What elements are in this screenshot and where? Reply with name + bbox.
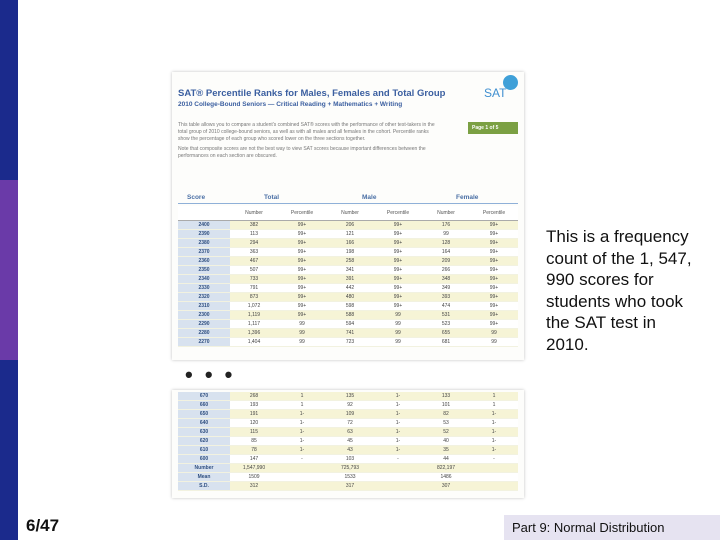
- document-subtitle: 2010 College-Bound Seniors — Critical Reading + Mathematics + Writing: [178, 101, 403, 108]
- table-cell: 45: [326, 437, 374, 446]
- table-cell: 135: [326, 392, 374, 401]
- table-row: [178, 302, 518, 311]
- table-cell: 121: [326, 230, 374, 239]
- page-badge: Page 1 of 5: [468, 122, 518, 134]
- table-cell: 35: [422, 446, 470, 455]
- table-cell: 99+: [470, 230, 518, 239]
- table-row: [178, 257, 518, 266]
- summary-rows-body: [178, 464, 518, 491]
- table-cell: 1,404: [230, 338, 278, 347]
- table-cell: 1,547,990: [230, 464, 278, 473]
- table-cell: 99+: [374, 302, 422, 311]
- table-cell: 1-: [278, 419, 326, 428]
- table-cell: 99+: [470, 257, 518, 266]
- table-cell: [278, 464, 326, 473]
- table-cell: 1: [278, 401, 326, 410]
- column-header: Number: [422, 206, 470, 221]
- ellipsis: • • •: [185, 362, 236, 387]
- table-cell: 99+: [470, 311, 518, 320]
- table-cell: 1,396: [230, 329, 278, 338]
- table-cell: 382: [230, 221, 278, 230]
- table-cell: 99+: [278, 266, 326, 275]
- percentile-table-bottom: [178, 392, 518, 491]
- table-cell: 63: [326, 428, 374, 437]
- table-cell: 99+: [278, 284, 326, 293]
- table-cell: 1-: [278, 428, 326, 437]
- table-cell: 741: [326, 329, 374, 338]
- table-cell: [374, 473, 422, 482]
- table-cell: 193: [230, 401, 278, 410]
- sidebar-band-top: [0, 0, 18, 180]
- table-cell: 1-: [374, 446, 422, 455]
- table-cell: 99: [470, 329, 518, 338]
- table-cell: 598: [326, 302, 374, 311]
- column-header: Number: [230, 206, 278, 221]
- score-cell: 2300: [178, 311, 230, 320]
- table-cell: 723: [326, 338, 374, 347]
- score-cell: 2270: [178, 338, 230, 347]
- table-cell: 99+: [470, 221, 518, 230]
- table-cell: 113: [230, 230, 278, 239]
- table-cell: 99+: [470, 239, 518, 248]
- table-cell: 53: [422, 419, 470, 428]
- table-cell: 99+: [278, 248, 326, 257]
- table-cell: 363: [230, 248, 278, 257]
- table-cell: 92: [326, 401, 374, 410]
- table-cell: 1,117: [230, 320, 278, 329]
- table-row: [178, 266, 518, 275]
- table-cell: 99+: [374, 284, 422, 293]
- score-cell: 2370: [178, 248, 230, 257]
- table-cell: 1-: [374, 437, 422, 446]
- score-cell: 620: [178, 437, 230, 446]
- table-cell: 101: [422, 401, 470, 410]
- table-cell: 341: [326, 266, 374, 275]
- table-cell: 99+: [470, 320, 518, 329]
- score-cell: 2390: [178, 230, 230, 239]
- score-cell: 2350: [178, 266, 230, 275]
- table-cell: 99+: [374, 257, 422, 266]
- table-row: [178, 338, 518, 347]
- table-cell: 531: [422, 311, 470, 320]
- table-cell: 307: [422, 482, 470, 491]
- table-row: [178, 473, 518, 482]
- table-cell: 1-: [374, 401, 422, 410]
- table-cell: [470, 464, 518, 473]
- table-cell: 99+: [278, 275, 326, 284]
- sat-logo: SAT: [484, 86, 507, 100]
- table-row: [178, 446, 518, 455]
- table-cell: 655: [422, 329, 470, 338]
- score-cell: 2280: [178, 329, 230, 338]
- table-cell: 99: [278, 338, 326, 347]
- group-label-total: Total: [264, 194, 280, 201]
- table-cell: 198: [326, 248, 374, 257]
- table-row: [178, 275, 518, 284]
- table-cell: 191: [230, 410, 278, 419]
- score-cell: 630: [178, 428, 230, 437]
- table-cell: 99: [374, 320, 422, 329]
- table-cell: 43: [326, 446, 374, 455]
- table-cell: 176: [422, 221, 470, 230]
- table-cell: 725,793: [326, 464, 374, 473]
- table-cell: 99+: [374, 275, 422, 284]
- table-cell: 99+: [374, 230, 422, 239]
- table-cell: 164: [422, 248, 470, 257]
- table-row: [178, 293, 518, 302]
- table-cell: 52: [422, 428, 470, 437]
- table-cell: 733: [230, 275, 278, 284]
- table-cell: -: [470, 455, 518, 464]
- table-cell: 72: [326, 419, 374, 428]
- table-cell: 393: [422, 293, 470, 302]
- score-cell: 2400: [178, 221, 230, 230]
- table-row: [178, 428, 518, 437]
- table-cell: 1-: [374, 419, 422, 428]
- table-row: [178, 437, 518, 446]
- score-cell: 2290: [178, 320, 230, 329]
- table-cell: 209: [422, 257, 470, 266]
- table-row: [178, 284, 518, 293]
- sat-table-top-excerpt: [172, 72, 524, 360]
- table-cell: 1-: [374, 392, 422, 401]
- table-cell: 1-: [470, 419, 518, 428]
- table-cell: 1-: [470, 437, 518, 446]
- score-cell: 2340: [178, 275, 230, 284]
- table-cell: 442: [326, 284, 374, 293]
- score-cell: 2330: [178, 284, 230, 293]
- table-cell: [470, 473, 518, 482]
- table-row: [178, 401, 518, 410]
- table-cell: 78: [230, 446, 278, 455]
- score-cell: 650: [178, 410, 230, 419]
- table-cell: 120: [230, 419, 278, 428]
- table-cell: [278, 473, 326, 482]
- table-cell: 99: [374, 329, 422, 338]
- table-cell: 1-: [470, 410, 518, 419]
- table-cell: 480: [326, 293, 374, 302]
- table-cell: 1: [470, 392, 518, 401]
- table-cell: 1-: [374, 428, 422, 437]
- table-cell: -: [374, 455, 422, 464]
- table-cell: 1,119: [230, 311, 278, 320]
- table-cell: 99+: [278, 221, 326, 230]
- table-cell: 1-: [470, 428, 518, 437]
- score-cell: 600: [178, 455, 230, 464]
- table-cell: 391: [326, 275, 374, 284]
- table-row: [178, 482, 518, 491]
- table-row: [178, 230, 518, 239]
- table-cell: 128: [422, 239, 470, 248]
- table-cell: -: [278, 455, 326, 464]
- score-cell: 660: [178, 401, 230, 410]
- table-cell: 349: [422, 284, 470, 293]
- table-row: [178, 464, 518, 473]
- table-cell: 1-: [374, 410, 422, 419]
- sidebar-band-bottom: [0, 360, 18, 540]
- table-row: [178, 455, 518, 464]
- table-cell: 474: [422, 302, 470, 311]
- table-cell: 99: [278, 329, 326, 338]
- score-cell: 640: [178, 419, 230, 428]
- table-cell: 99: [470, 338, 518, 347]
- column-header: Percentile: [374, 206, 422, 221]
- table-cell: 348: [422, 275, 470, 284]
- table-cell: 588: [326, 311, 374, 320]
- table-cell: 99+: [470, 302, 518, 311]
- table-cell: 99+: [470, 248, 518, 257]
- score-cell: S.D.: [178, 482, 230, 491]
- footer-title: Part 9: Normal Distribution: [504, 515, 720, 540]
- table-cell: 1533: [326, 473, 374, 482]
- document-intro: [178, 122, 436, 163]
- sidebar-band-middle: [0, 180, 18, 360]
- table-cell: 1-: [278, 446, 326, 455]
- table-cell: 147: [230, 455, 278, 464]
- group-label-female: Female: [456, 194, 479, 201]
- table-cell: 99: [278, 320, 326, 329]
- column-header-score: [178, 206, 230, 221]
- table-cell: 99: [374, 338, 422, 347]
- table-cell: 1: [278, 392, 326, 401]
- table-cell: 791: [230, 284, 278, 293]
- column-header: Number: [326, 206, 374, 221]
- score-cell: Mean: [178, 473, 230, 482]
- intro-paragraph: Note that composite scores are not the best way to view SAT scores because important differences between the performances on each section are obscured.: [178, 146, 426, 159]
- table-cell: 99: [422, 230, 470, 239]
- document-title: SAT® Percentile Ranks for Males, Females and Total Group: [178, 88, 446, 99]
- table-cell: 99+: [374, 266, 422, 275]
- table-cell: 1-: [278, 410, 326, 419]
- score-cell: 2320: [178, 293, 230, 302]
- column-header: Percentile: [470, 206, 518, 221]
- score-cell: 610: [178, 446, 230, 455]
- sat-table-bottom-excerpt: [172, 390, 524, 498]
- table-cell: 166: [326, 239, 374, 248]
- score-cell: 2360: [178, 257, 230, 266]
- table-row: [178, 320, 518, 329]
- table-cell: 99+: [374, 239, 422, 248]
- table-cell: 1486: [422, 473, 470, 482]
- slide-number: 6/47: [26, 516, 60, 535]
- table-row: [178, 239, 518, 248]
- group-label-score: Score: [187, 194, 206, 201]
- table-cell: 99+: [374, 293, 422, 302]
- table-row: [178, 311, 518, 320]
- percentile-table-top: [178, 206, 518, 347]
- table-row: [178, 410, 518, 419]
- table-cell: 266: [422, 266, 470, 275]
- score-cell: 2380: [178, 239, 230, 248]
- table-cell: 507: [230, 266, 278, 275]
- table-row: [178, 329, 518, 338]
- table-cell: 133: [422, 392, 470, 401]
- table-cell: 99+: [278, 257, 326, 266]
- table-cell: 312: [230, 482, 278, 491]
- table-cell: 1,072: [230, 302, 278, 311]
- table-cell: 99+: [278, 239, 326, 248]
- table-cell: 109: [326, 410, 374, 419]
- table-cell: 594: [326, 320, 374, 329]
- table-cell: 873: [230, 293, 278, 302]
- bottom-rows-body: [178, 392, 518, 464]
- slide-caption: This is a frequency count of the 1, 547, 990 scores for students who took the SAT test in 2010.: [546, 227, 692, 354]
- table-cell: 99+: [470, 275, 518, 284]
- table-row: [178, 392, 518, 401]
- table-cell: 99+: [470, 284, 518, 293]
- table-row: [178, 419, 518, 428]
- table-cell: 681: [422, 338, 470, 347]
- table-cell: 99+: [278, 230, 326, 239]
- table-cell: 99+: [470, 293, 518, 302]
- table-cell: 44: [422, 455, 470, 464]
- table-cell: 1-: [470, 446, 518, 455]
- score-cell: 2310: [178, 302, 230, 311]
- table-cell: 40: [422, 437, 470, 446]
- group-label-male: Male: [362, 194, 377, 201]
- table-cell: 99+: [470, 266, 518, 275]
- intro-paragraph: This table allows you to compare a student's combined SAT® scores with the performance of other test-takers in the total group of 2010 college-bound seniors, as well as with all males and all females in the cohort. Percentile ranks show the percentage of each group who scored lower on the three sections together.: [178, 122, 435, 142]
- table-cell: 99: [374, 311, 422, 320]
- table-cell: 99+: [374, 248, 422, 257]
- table-cell: 99+: [374, 221, 422, 230]
- column-header: Percentile: [278, 206, 326, 221]
- table-cell: 103: [326, 455, 374, 464]
- table-cell: 99+: [278, 311, 326, 320]
- table-cell: 1-: [278, 437, 326, 446]
- group-divider: [178, 203, 518, 204]
- top-rows-body: [178, 221, 518, 347]
- table-cell: 822,197: [422, 464, 470, 473]
- table-cell: [374, 482, 422, 491]
- table-cell: 99+: [278, 293, 326, 302]
- score-cell: Number: [178, 464, 230, 473]
- table-cell: 115: [230, 428, 278, 437]
- table-cell: 85: [230, 437, 278, 446]
- table-cell: 1: [470, 401, 518, 410]
- table-cell: [374, 464, 422, 473]
- table-cell: 1509: [230, 473, 278, 482]
- table-cell: 82: [422, 410, 470, 419]
- table-cell: [278, 482, 326, 491]
- table-cell: 99+: [278, 302, 326, 311]
- table-row: [178, 248, 518, 257]
- table-cell: 268: [230, 392, 278, 401]
- table-row: [178, 221, 518, 230]
- table-cell: 523: [422, 320, 470, 329]
- table-cell: 294: [230, 239, 278, 248]
- table-cell: 317: [326, 482, 374, 491]
- table-cell: 467: [230, 257, 278, 266]
- score-cell: 670: [178, 392, 230, 401]
- table-cell: [470, 482, 518, 491]
- table-cell: 206: [326, 221, 374, 230]
- table-cell: 258: [326, 257, 374, 266]
